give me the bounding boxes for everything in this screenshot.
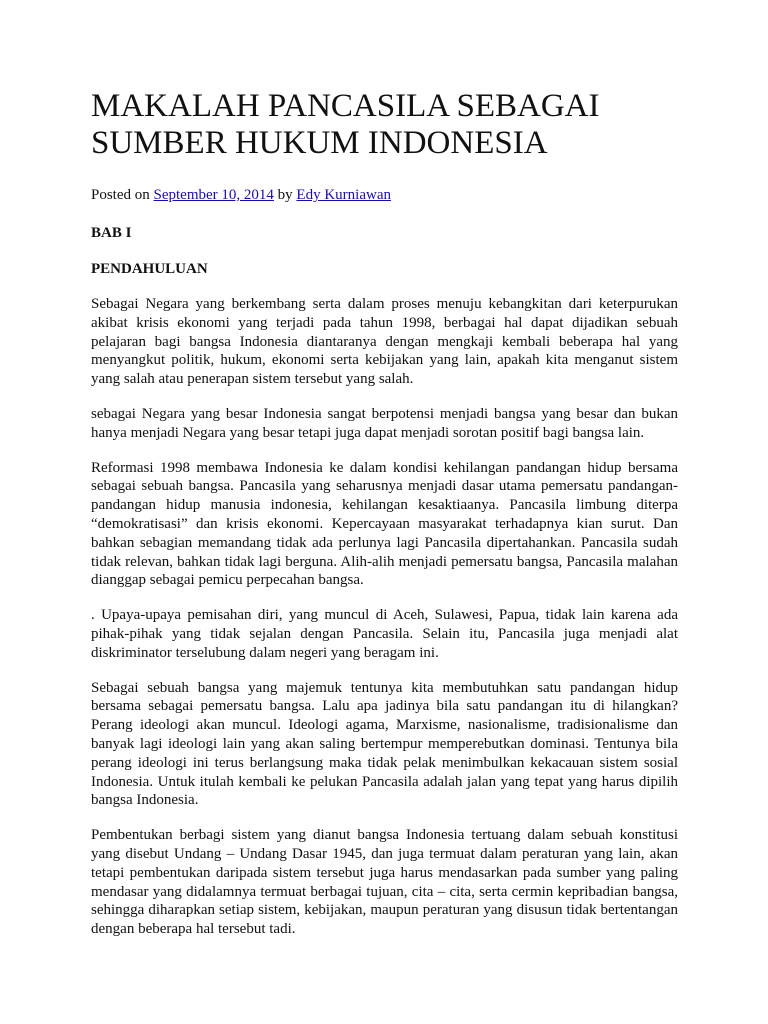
chapter-heading: BAB I xyxy=(91,225,132,241)
post-date-link[interactable]: September 10, 2014 xyxy=(153,187,274,203)
paragraph-2: sebagai Negara yang besar Indonesia sangat berpotensi menjadi bangsa yang besar dan bukan hanya menjadi Negara yang besar tetapi juga dapat menjadi sorotan positif bagi bangsa lain. xyxy=(91,405,678,441)
paragraph-1: Sebagai Negara yang berkembang serta dalam proses menuju kebangkitan dari keterpurukan akibat krisis ekonomi yang terjadi pada tahun 1998, berbagai hal dapat dijadikan sebuah pelajaran bagi bangsa Indonesia diantaranya dengan mengkaji kembali beberapa hal yang menyangkut politik, hukum, ekonomi serta kebijakan yang lain, apakah kita menganut sistem yang salah atau penerapan sistem tersebut yang salah. xyxy=(91,296,678,388)
by-label: by xyxy=(277,187,293,203)
posted-on-label: Posted on xyxy=(91,187,150,203)
section-heading: PENDAHULUAN xyxy=(91,261,208,277)
page-title: MAKALAH PANCASILA SEBAGAI SUMBER HUKUM INDONESIA xyxy=(91,88,600,161)
paragraph-5: Sebagai sebuah bangsa yang majemuk tentunya kita membutuhkan satu pandangan hidup bersama sebagai pemersatu bangsa. Lalu apa jadinya bila satu pandangan itu di hilangkan? Perang ideologi akan muncul. Ideologi agama, Marxisme, nasionalisme, tradisionalisme dan banyak lagi ideologi lain yang akan saling bertempur memperebutkan dominasi. Tentunya bila perang ideologi ini terus berlangsung maka tidak pelak menimbulkan kekacauan sistem sosial Indonesia. Untuk itulah kembali ke pelukan Pancasila adalah jalan yang tepat yang harus dipilih bangsa Indonesia. xyxy=(91,679,678,809)
paragraph-4: . Upaya-upaya pemisahan diri, yang muncul di Aceh, Sulawesi, Papua, tidak lain karena ada pihak-pihak yang tidak sejalan dengan Pancasila. Selain itu, Pancasila juga menjadi alat diskriminator terselubung dalam negeri yang beragam ini. xyxy=(91,607,678,661)
author-link[interactable]: Edy Kurniawan xyxy=(296,187,391,203)
paragraph-6: Pembentukan berbagi sistem yang dianut bangsa Indonesia tertuang dalam sebuah konstitusi yang disebut Undang – Undang Dasar 1945, dan juga termuat dalam peraturan yang lain, akan tetapi pembentukan daripada sistem tersebut juga harus mendasarkan pada sumber yang paling mendasar yang didalamnya termuat berbagai tujuan, cita – cita, serta cermin kepribadian bangsa, sehingga diharapkan setiap sistem, kebijakan, maupun peraturan yang disusun tidak bertentangan dengan beberapa hal tersebut tadi. xyxy=(91,827,678,938)
post-meta xyxy=(91,186,678,205)
paragraph-3: Reformasi 1998 membawa Indonesia ke dalam kondisi kehilangan pandangan hidup bersama sebagai sebuah bangsa. Pancasila yang seharusnya menjadi dasar utama pemersatu pandangan-pandangan hidup manusia indonesia, kehilangan kesaktiaanya. Pancasila limbung diterpa “demokratisasi” dan krisis ekonomi. Kepercayaan masyarakat terhadapnya kian surut. Dan bahkan sebagian memandang tidak ada perlunya lagi Pancasila dipertahankan. Pancasila sudah tidak relevan, bahkan tidak lagi berguna. Alih-alih menjadi pemersatu bangsa, Pancasila malahan dianggap sebagai pemicu perpecahan bangsa. xyxy=(91,459,678,589)
